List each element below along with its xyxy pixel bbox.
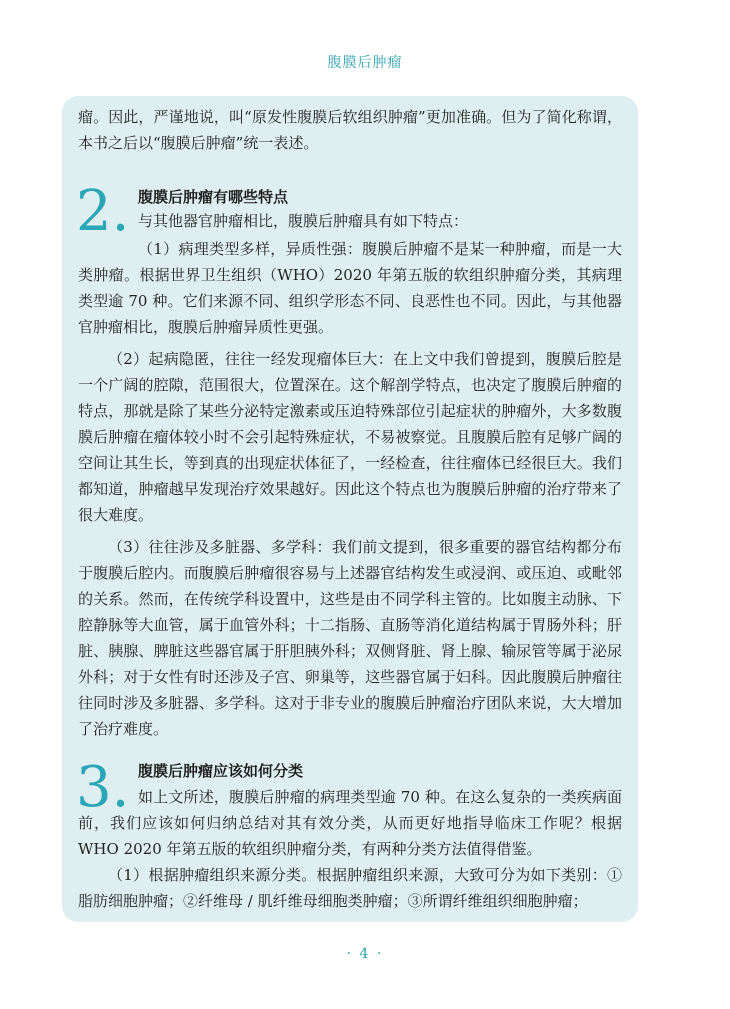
- section-3-item-1: （1）根据肿瘤组织来源分类。根据肿瘤组织来源，大致可分为如下类别：①脂肪细胞肿瘤；②纤维母 / 肌纤维母细胞类肿瘤；③所谓纤维组织细胞肿瘤；: [78, 866, 622, 910]
- running-header: 腹膜后肿瘤: [327, 55, 403, 71]
- section-2-title: 腹膜后肿瘤有哪些特点: [138, 188, 289, 206]
- section-3-body: [78, 784, 622, 914]
- intro-text: 瘤。因此，严谨地说，叫“原发性腹膜后软组织肿瘤”更加准确。但为了简化称谓，本书之后以“腹膜后肿瘤”统一表述。: [78, 108, 622, 152]
- page-number: · 4 ·: [346, 946, 384, 962]
- section-3-lead: 如上文所述，腹膜后肿瘤的病理类型逾 70 种。在这么复杂的一类疾病面前，我们应该如何归纳总结对其有效分类，从而更好地指导临床工作呢？根据 WHO 2020 年第五版的软组织肿瘤分类，有两种分类方法值得借鉴。: [78, 788, 622, 858]
- section-2-item-2: （2）起病隐匿，往往一经发现瘤体巨大：在上文中我们曾提到，腹膜后腔是一个广阔的腔隙，范围很大，位置深在。这个解剖学特点，也决定了腹膜后肿瘤的特点，那就是除了某些分泌特定激素或压迫特殊部位引起症状的肿瘤外，大多数腹膜后肿瘤在瘤体较小时不会引起特殊症状，不易被察觉。且腹膜后腔有足够广阔的空间让其生长，等到真的出现症状体征了，一经检查，往往瘤体已经很巨大。我们都知道，肿瘤越早发现治疗效果越好。因此这个特点也为腹膜后肿瘤的治疗带来了很大难度。: [78, 350, 622, 524]
- section-3-title: 腹膜后肿瘤应该如何分类: [138, 762, 304, 780]
- section-2-item-3: （3）往往涉及多脏器、多学科：我们前文提到，很多重要的器官结构都分布于腹膜后腔内。而腹膜后肿瘤很容易与上述器官结构发生或浸润、或压迫、或毗邻的关系。然而，在传统学科设置中，这些是由不同学科主管的。比如腹主动脉、下腔静脉等大血管，属于血管外科；十二指肠、直肠等消化道结构属于胃肠外科；肝脏、胰腺、脾脏这些器官属于肝胆胰外科；双侧肾脏、肾上腺、输尿管等属于泌尿外科；对于女性有时还涉及子宫、卵巢等，这些器官属于妇科。因此腹膜后肿瘤往往同时涉及多脏器、多学科。这对于非专业的腹膜后肿瘤治疗团队来说，大大增加了治疗难度。: [78, 538, 622, 738]
- section-2-item-1: （1）病理类型多样，异质性强：腹膜后肿瘤不是某一种肿瘤，而是一大类肿瘤。根据世界卫生组织（WHO）2020 年第五版的软组织肿瘤分类，其病理类型逾 70 种。它们来源不同、组织学形态不同、良恶性也不同。因此，与其他器官肿瘤相比，腹膜后肿瘤异质性更强。: [78, 240, 622, 336]
- section-2-number: 2.: [76, 179, 130, 244]
- intro-paragraph: [78, 104, 622, 156]
- section-2-lead: 与其他器官肿瘤相比，腹膜后肿瘤具有如下特点：: [138, 212, 469, 230]
- section-2-body: [78, 236, 622, 742]
- section-3-number: 3.: [76, 755, 130, 820]
